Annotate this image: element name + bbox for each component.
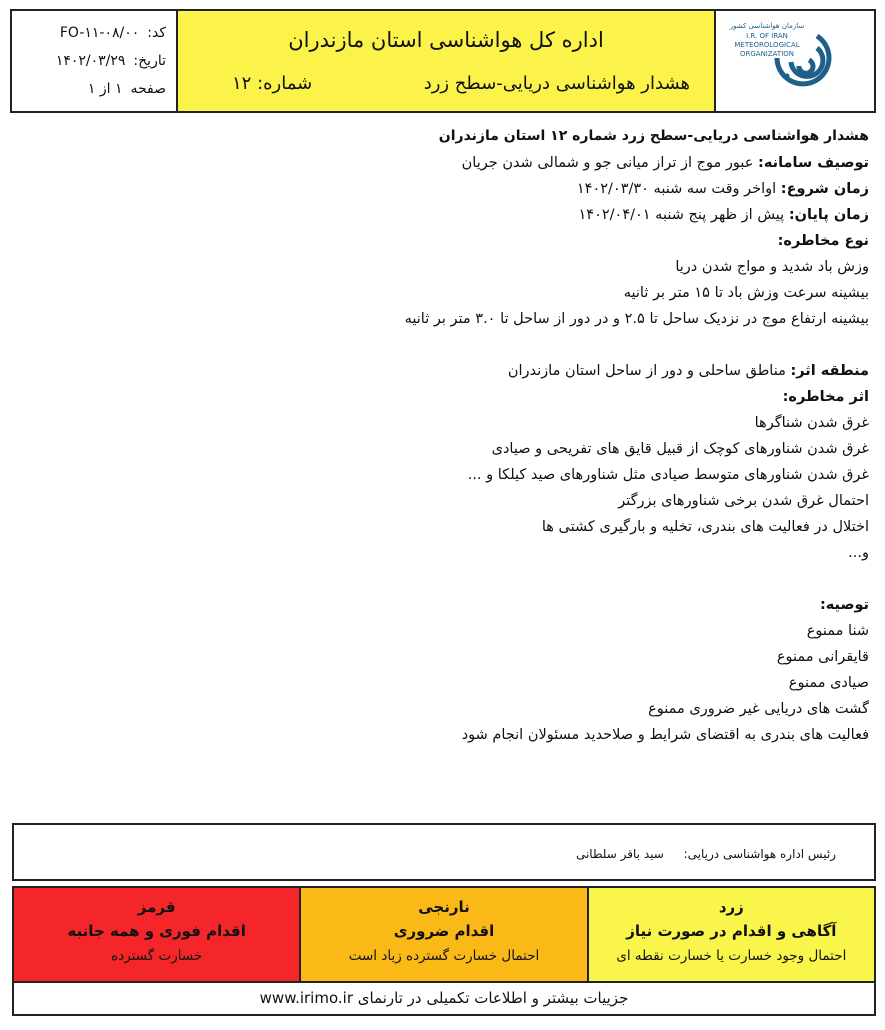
hazard-type-item: وزش باد شدید و مواج شدن دریا [675, 259, 869, 275]
system-label: توصیف سامانه: [758, 155, 869, 171]
logo-text-en-2: METEOROLOGICAL [734, 41, 800, 49]
level-desc: احتمال وجود خسارت یا خسارت نقطه ای [616, 948, 847, 964]
warning-title: هشدار هواشناسی دریایی-سطح زرد [423, 73, 690, 95]
logo-text-en-3: ORGANIZATION [739, 50, 795, 58]
level-action: اقدام ضروری [393, 922, 495, 940]
level-name: نارنجی [418, 898, 470, 916]
impact-item: احتمال غرق شدن برخی شناورهای بزرگتر [618, 493, 869, 509]
region-label: منطقه اثر: [790, 363, 869, 379]
meta-date-row [22, 53, 166, 69]
code-value: FO-۱۱-۰۸/۰۰ [59, 25, 140, 41]
hazard-type-label: نوع مخاطره: [777, 233, 869, 249]
impact-item: اختلال در فعالیت های بندری، تخلیه و بارگیری کشتی ها [541, 519, 869, 535]
meta-area [12, 11, 176, 111]
title-area [176, 11, 714, 111]
end-label: زمان پایان: [788, 207, 869, 223]
page-label: صفحه [130, 81, 166, 97]
signature-box [12, 823, 876, 881]
date-label: تاریخ: [133, 53, 166, 69]
page-value: ۱ از ۱ [87, 81, 123, 97]
region-value: مناطق ساحلی و دور از ساحل استان مازندران [507, 363, 791, 379]
start-line [29, 176, 869, 202]
level-name: قرمز [137, 898, 176, 916]
code-label: کد: [147, 25, 166, 41]
logo-text-fa: سازمان هواشناسی کشور [729, 22, 805, 30]
level-action: اقدام فوری و همه جانبه [67, 922, 246, 940]
start-label: زمان شروع: [780, 181, 869, 197]
impact-item: و... [848, 545, 869, 561]
warning-body [29, 124, 869, 748]
end-value: پیش از ظهر پنج شنبه ۱۴۰۲/۰۴/۰۱ [578, 207, 789, 223]
system-line [29, 150, 869, 176]
levels-row [14, 888, 874, 983]
advice-item: قایقرانی ممنوع [776, 649, 869, 665]
advice-label: توصیه: [819, 597, 869, 613]
impact-label: اثر مخاطره: [782, 389, 869, 405]
level-red [14, 888, 301, 981]
level-name: زرد [718, 898, 744, 916]
signature-role: رئیس اداره هواشناسی دریایی: [683, 847, 836, 861]
impact-item: غرق شدن شناگرها [754, 415, 869, 431]
region-line [29, 358, 869, 384]
org-title: اداره کل هواشناسی استان مازندران [288, 27, 604, 52]
level-orange [301, 888, 588, 981]
irimo-logo-icon [725, 16, 865, 106]
signature-name: سید باقر سلطانی [575, 847, 664, 861]
advice-item: شنا ممنوع [806, 623, 869, 639]
date-value: ۱۴۰۲/۰۳/۲۹ [55, 53, 126, 69]
footer-link[interactable]: www.irimo.ir [259, 989, 353, 1007]
advice-item: فعالیت های بندری به اقتضای شرایط و صلاحدید مسئولان انجام شود [461, 727, 869, 743]
doc-title: هشدار هواشناسی دریایی-سطح زرد شماره ۱۲ استان مازندران [438, 128, 869, 144]
advice-item: صیادی ممنوع [788, 675, 869, 691]
level-action: آگاهی و اقدام در صورت نیاز [626, 922, 837, 940]
document-header [10, 9, 876, 113]
advice-item: گشت های دریایی غیر ضروری ممنوع [648, 701, 869, 717]
meta-code-row [22, 25, 166, 41]
level-yellow [589, 888, 874, 981]
logo-text-en-1: I.R. OF IRAN [746, 32, 788, 40]
warning-levels-legend [12, 886, 876, 1016]
logo-area [714, 11, 874, 111]
level-desc: احتمال خسارت گسترده زیاد است [348, 948, 540, 964]
impact-item: غرق شدن شناورهای کوچک از قبیل قایق های تفریحی و صیادی [491, 441, 869, 457]
hazard-type-item: بیشینه سرعت وزش باد تا ۱۵ متر بر ثانیه [623, 285, 869, 301]
hazard-type-item: بیشینه ارتفاع موج در نزدیک ساحل تا ۲.۵ و در دور از ساحل تا ۳.۰ متر بر ثانیه [404, 311, 869, 327]
system-value: عبور موج از تراز میانی جو و شمالی شدن جریان [461, 155, 759, 171]
start-value: اواخر وقت سه شنبه ۱۴۰۲/۰۳/۳۰ [576, 181, 781, 197]
footer-line [14, 983, 874, 1014]
footer-text: جزییات بیشتر و اطلاعات تکمیلی در تارنمای [357, 989, 629, 1007]
meta-page-row [22, 81, 166, 97]
end-line [29, 202, 869, 228]
warning-number: شماره: ۱۲ [232, 73, 313, 95]
title-subrow [192, 73, 700, 94]
impact-item: غرق شدن شناورهای متوسط صیادی مثل شناورهای صید کیلکا و ... [467, 467, 869, 483]
level-desc: خسارت گسترده [111, 948, 203, 964]
